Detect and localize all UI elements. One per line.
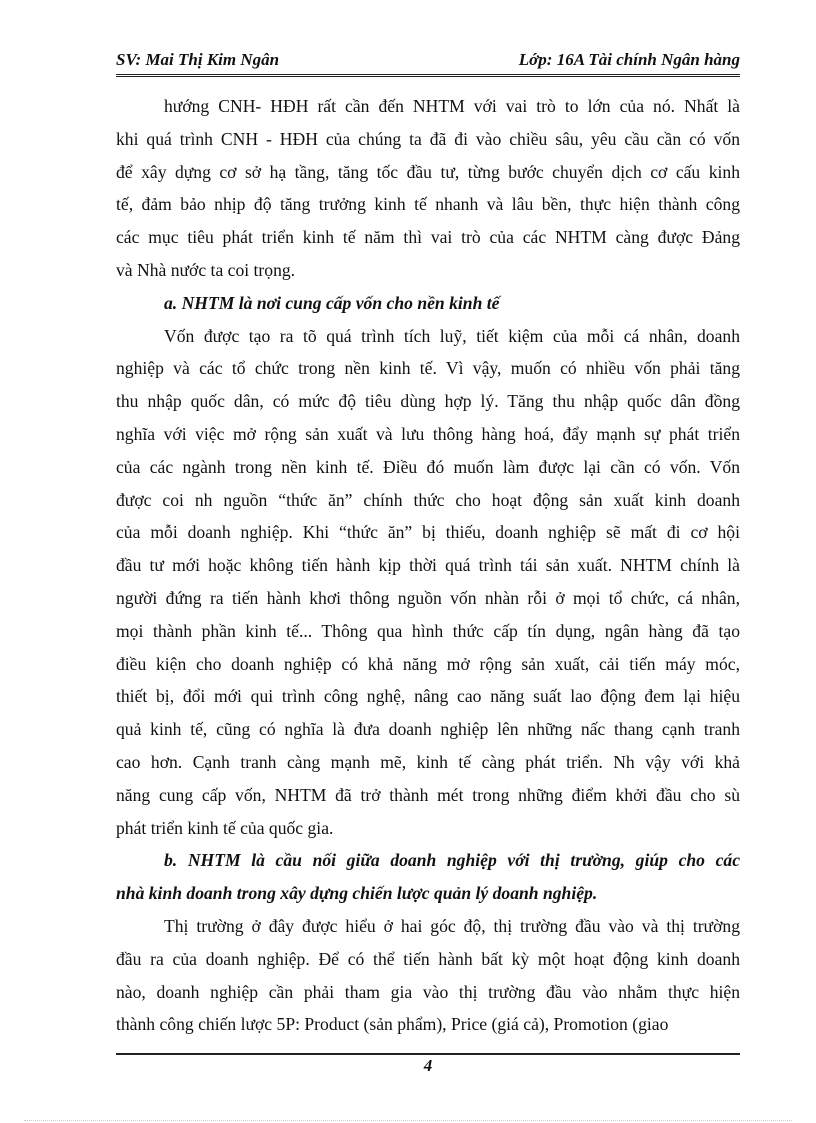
body-line: tế, đảm bảo nhịp độ tăng trưởng kinh tế nhanh và lâu bền, thực hiện thành công bbox=[116, 194, 740, 215]
body-line: của mỗi doanh nghiệp. Khi “thức ăn” bị thiếu, doanh nghiệp sẽ mất đi cơ hội bbox=[116, 522, 740, 543]
page-bottom-edge bbox=[24, 1120, 792, 1121]
body-line: điều kiện cho doanh nghiệp có khả năng mở rộng sản xuất, cải tiến máy móc, bbox=[116, 653, 740, 674]
body-line: năng cung cấp vốn, NHTM đã trở thành mét trong những điểm khởi đầu cho sù bbox=[116, 784, 740, 805]
header-class-name: Lớp: 16A Tài chính Ngân hàng bbox=[518, 50, 740, 69]
body-line: các mục tiêu phát triển kinh tế năm thì vai trò của các NHTM càng được Đảng bbox=[116, 227, 740, 248]
body-line: cao hơn. Cạnh tranh càng mạnh mẽ, kinh tế càng phát triển. Nh vậy với khả bbox=[116, 751, 740, 772]
body-line: phát triển kinh tế của quốc gia. bbox=[116, 817, 334, 838]
body-line: người đứng ra tiến hành khơi thông nguồn vốn nhàn rỗi ở mọi tổ chức, cá nhân, bbox=[116, 587, 740, 608]
body-line: Thị trường ở đây được hiểu ở hai góc độ, thị trường đầu vào và thị trường bbox=[164, 915, 740, 936]
body-line: thiết bị, đổi mới qui trình công nghệ, nâng cao năng suất lao động đem lại hiệu bbox=[116, 686, 740, 707]
body-line: đầu ra của doanh nghiệp. Để có thể tiến hành bất kỳ một hoạt động kinh doanh bbox=[116, 948, 740, 969]
body-line: nghiệp và các tổ chức trong nền kinh tế. Vì vậy, muốn có nhiều vốn phải tăng bbox=[116, 358, 740, 379]
body-line: để xây dựng cơ sở hạ tầng, tăng tốc đầu tư, từng bước chuyển dịch cơ cấu kinh bbox=[116, 161, 740, 182]
document-body bbox=[116, 90, 740, 1041]
body-line: được coi nh nguồn “thức ăn” chính thức cho hoạt động sản xuất kinh doanh bbox=[116, 489, 740, 510]
page-header bbox=[116, 48, 740, 77]
body-line: nghĩa với việc mở rộng sản xuất và lưu thông hàng hoá, đẩy mạnh sự phát triển bbox=[116, 423, 740, 444]
body-line: đầu tư mới hoặc không tiến hành kịp thời quá trình tái sản xuất. NHTM chính là bbox=[116, 555, 740, 576]
body-line: hướng CNH- HĐH rất cần đến NHTM với vai trò to lớn của nó. Nhất là bbox=[164, 96, 740, 116]
body-line: thành công chiến lược 5P: Product (sản phẩm), Price (giá cả), Promotion (giao bbox=[116, 1014, 669, 1035]
body-line: quả kinh tế, cũng có nghĩa là đưa doanh nghiệp lên những nấc thang cạnh tranh bbox=[116, 719, 740, 740]
body-line: thu nhập quốc dân, có mức độ tiêu dùng hợp lý. Tăng thu nhập quốc dân đồng bbox=[116, 391, 740, 412]
body-line: nào, doanh nghiệp cần phải tham gia vào thị trường đầu vào nhằm thực hiện bbox=[116, 981, 740, 1002]
section-heading-b-continued: nhà kinh doanh trong xây dựng chiến lược quản lý doanh nghiệp. bbox=[116, 883, 598, 904]
body-line: khi quá trình CNH - HĐH của chúng ta đã đi vào chiều sâu, yêu cầu cần có vốn bbox=[116, 128, 740, 149]
body-line: và Nhà nước ta coi trọng. bbox=[116, 259, 296, 280]
body-line: của các ngành trong nền kinh tế. Điều đó muốn làm được lại cần có vốn. Vốn bbox=[116, 456, 740, 477]
header-student-name: SV: Mai Thị Kim Ngân bbox=[116, 50, 280, 69]
body-line: mọi thành phần kinh tế... Thông qua hình thức cấp tín dụng, ngân hàng đã tạo bbox=[116, 620, 740, 641]
section-heading-b: b. NHTM là cầu nối giữa doanh nghiệp với thị trường, giúp cho các bbox=[164, 850, 740, 871]
page-number: 4 bbox=[423, 1056, 433, 1075]
body-line: Vốn được tạo ra tõ quá trình tích luỹ, tiết kiệm của mỗi cá nhân, doanh bbox=[164, 325, 740, 346]
section-heading-a: a. NHTM là nơi cung cấp vốn cho nền kinh tế bbox=[164, 292, 500, 313]
